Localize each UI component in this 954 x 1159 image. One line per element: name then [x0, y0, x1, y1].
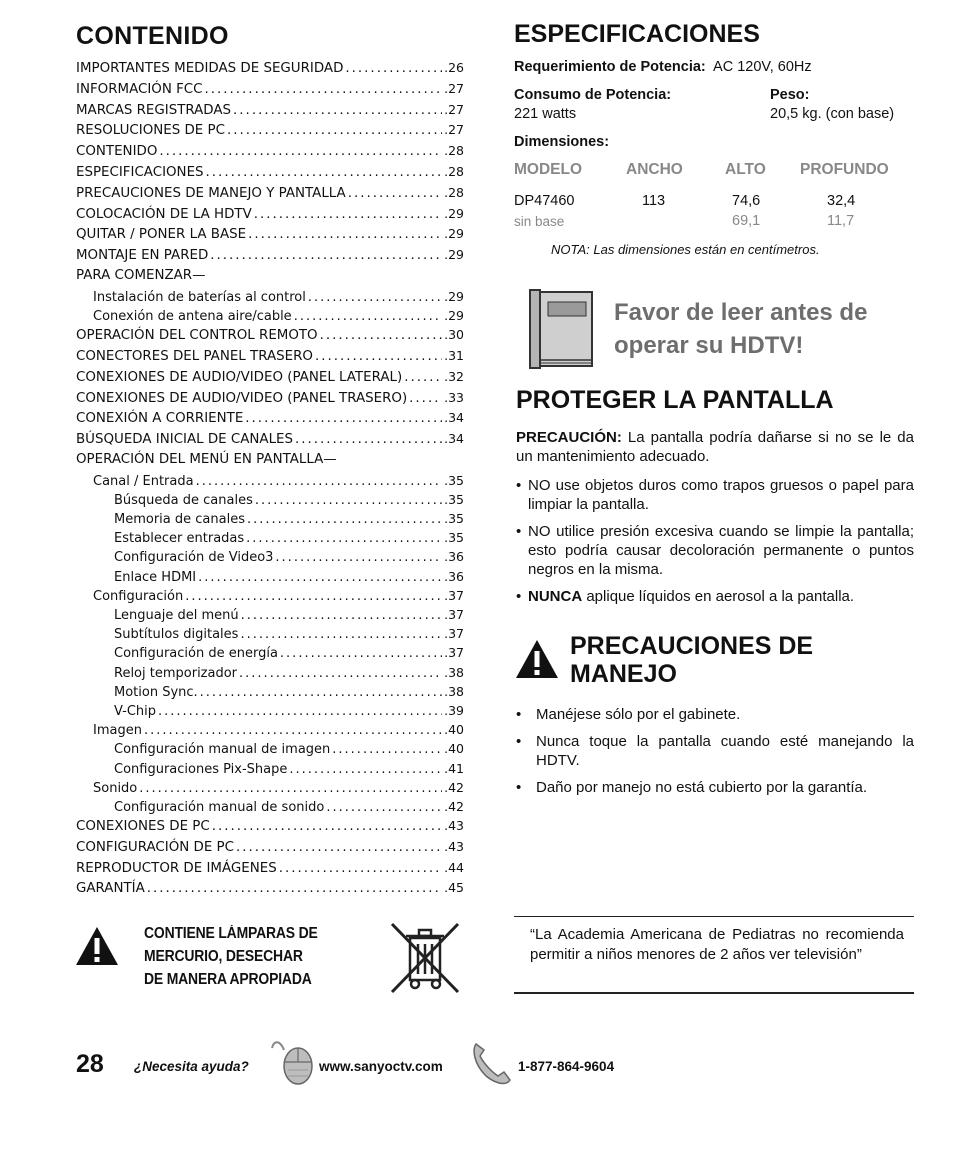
- cell-depth: 32,4: [827, 193, 856, 209]
- page-number: 28: [76, 1050, 104, 1078]
- warning-icon: [514, 638, 560, 680]
- consumption-value: 221 watts: [514, 106, 577, 122]
- mercury-line1: CONTIENE LÁMPARAS DE: [144, 925, 318, 942]
- toc-leader-dots: [248, 225, 442, 246]
- toc-entry-page: .34: [444, 431, 464, 447]
- toc-entry-page: .29: [444, 226, 464, 242]
- toc-title: CONTENIDO: [76, 22, 229, 50]
- toc-entry: [76, 58, 464, 79]
- toc-leader-dots: [139, 779, 442, 798]
- toc-entry: [76, 878, 464, 899]
- toc-entry-title: PRECAUCIONES DE MANEJO Y PANTALLA: [76, 185, 346, 201]
- note-prefix: NOTA: [551, 242, 587, 257]
- toc-entry-page: .38: [444, 683, 464, 699]
- toc-entry-title: Subtítulos digitales: [114, 627, 239, 643]
- toc-entry-page: .35: [444, 472, 464, 488]
- toc-leader-dots: [147, 879, 442, 900]
- toc-entry-page: .34: [444, 410, 464, 426]
- toc-leader-dots: [212, 817, 442, 838]
- toc-leader-dots: [233, 101, 442, 122]
- toc-entry: [76, 183, 464, 204]
- toc-leader-dots: [308, 288, 442, 307]
- toc-leader-dots: [158, 702, 442, 721]
- toc-entry-title: Configuración de energía: [114, 646, 278, 662]
- toc-entry-title: Reloj temporizador: [114, 665, 238, 681]
- bullet-dot: •: [516, 523, 522, 540]
- handling-title: [570, 632, 813, 688]
- handling-bullet-1: [516, 705, 914, 724]
- toc-leader-dots: [254, 205, 442, 226]
- precaution-text: La pantalla podría dañarse si no se le da un mantenimiento adecuado.: [516, 429, 914, 465]
- toc-leader-dots: [196, 472, 443, 491]
- bullet-text: Manéjese sólo por el gabinete.: [536, 706, 741, 723]
- cell-no-base: sin base: [514, 214, 565, 229]
- toc-entry-title: Búsqueda de canales: [114, 492, 253, 508]
- toc-entry-page: .37: [444, 587, 464, 603]
- toc-entry-title: Configuración de Video3: [114, 550, 274, 566]
- toc-entry-title: Configuración manual de sonido: [114, 799, 325, 815]
- toc-entry-title: Configuraciones Pix-Shape: [114, 761, 288, 777]
- toc-entry-page: .43: [444, 838, 464, 854]
- toc-entry-page: .29: [444, 288, 464, 304]
- toc-entry-title: OPERACIÓN DEL MENÚ EN PANTALLA—: [76, 451, 337, 467]
- toc-entry-title: PARA COMENZAR—: [76, 267, 206, 283]
- toc-leader-dots: [404, 368, 442, 389]
- toc-entry: [76, 346, 464, 367]
- toc-entry: [76, 682, 464, 701]
- toc-entry: [76, 490, 464, 509]
- col-header-depth: PROFUNDO: [800, 161, 889, 178]
- power-req-label: Requerimiento de Potencia:: [514, 59, 706, 75]
- toc-entry: [76, 162, 464, 183]
- toc-leader-dots: [280, 644, 442, 663]
- precaution-label: PRECAUCIÓN:: [516, 429, 622, 446]
- toc-leader-dots: [206, 163, 443, 184]
- pediatrics-quote: “La Academia Americana de Pediatras no recomienda permitir a niños menores de 2 años ver televisión”: [530, 926, 904, 963]
- toc-entry-title: V-Chip: [114, 703, 157, 719]
- toc-entry-page: .36: [444, 568, 464, 584]
- toc-entry-page: .45: [444, 880, 464, 896]
- toc-entry-page: .26: [444, 60, 464, 75]
- toc-entry-title: MONTAJE EN PARED: [76, 248, 209, 264]
- precaution-paragraph: [516, 428, 914, 466]
- toc-entry-title: BÚSQUEDA INICIAL DE CANALES: [76, 432, 294, 448]
- consumption-label: Consumo de Potencia:: [514, 87, 672, 103]
- toc-entry-title: Sonido: [93, 780, 138, 796]
- toc-entry: [76, 325, 464, 346]
- toc-leader-dots: [159, 142, 442, 163]
- toc-entry: [76, 204, 464, 225]
- toc-leader-dots: [185, 587, 442, 606]
- toc-leader-dots: [239, 664, 442, 683]
- toc-leader-dots: [198, 568, 442, 587]
- toc-leader-dots: [294, 307, 442, 326]
- toc-entry-page: .36: [444, 549, 464, 565]
- bullet-dot: •: [516, 779, 522, 796]
- toc-leader-dots: [332, 740, 442, 759]
- toc-entry-page: .28: [444, 143, 464, 159]
- toc-entry-page: .35: [444, 511, 464, 527]
- toc-entry-title: Enlace HDMI: [114, 569, 197, 585]
- bullet-text: NO utilice presión excesiva cuando se limpie la pantalla; esto podría causar decoloración permanente o puntos negros en la misma.: [528, 523, 914, 578]
- toc-leader-dots: [275, 548, 442, 567]
- toc-entry: [76, 701, 464, 720]
- toc-leader-dots: [241, 606, 443, 625]
- toc-entry-title: CONEXIONES DE AUDIO/VIDEO (PANEL LATERAL): [76, 369, 403, 385]
- toc-leader-dots: [240, 625, 442, 644]
- warning-icon: [74, 925, 120, 967]
- toc-entry-page: .37: [444, 645, 464, 661]
- toc-entry-page: .29: [444, 307, 464, 323]
- bullet-dot: •: [516, 477, 522, 494]
- toc-entry-title: CONEXIONES DE PC: [76, 819, 210, 835]
- power-req-value: AC 120V, 60Hz: [713, 59, 812, 75]
- bullet-text: Daño por manejo no está cubierto por la garantía.: [536, 779, 868, 796]
- toc-entry-title: GARANTÍA: [76, 881, 145, 897]
- weight-value: 20,5 kg. (con base): [770, 106, 895, 122]
- toc-entry: [76, 471, 464, 490]
- toc-entry-title: COLOCACIÓN DE LA HDTV: [76, 206, 252, 222]
- toc-entry-title: CONEXIÓN A CORRIENTE: [76, 411, 244, 427]
- toc-entry-title: CONEXIONES DE AUDIO/VIDEO (PANEL TRASERO): [76, 390, 408, 406]
- toc-entry: [76, 759, 464, 778]
- bullet-text: Nunca toque la pantalla cuando esté manejando la HDTV.: [536, 733, 914, 769]
- toc-leader-dots: [348, 184, 442, 205]
- handling-title-line2: MANEJO: [570, 660, 677, 688]
- toc-entry: [76, 509, 464, 528]
- dimensions-note: [551, 242, 820, 257]
- toc-leader-dots: [200, 683, 442, 702]
- toc-entry-title: QUITAR / PONER LA BASE: [76, 227, 247, 243]
- power-requirement: [514, 59, 812, 75]
- toc-entry-title: REPRODUCTOR DE IMÁGENES: [76, 860, 277, 876]
- toc-entry-title: Conexión de antena aire/cable: [93, 308, 292, 324]
- toc-leader-dots: [236, 838, 442, 859]
- toc-leader-dots: [246, 529, 442, 548]
- phone-icon: [470, 1040, 514, 1086]
- toc-leader-dots: [255, 491, 442, 510]
- cell-height: 74,6: [732, 193, 761, 209]
- toc-entry: [76, 837, 464, 858]
- specs-title: ESPECIFICACIONES: [514, 20, 760, 48]
- toc-leader-dots: [345, 59, 442, 80]
- toc-entry-title: INFORMACIÓN FCC: [76, 81, 203, 97]
- toc-entry: [76, 797, 464, 816]
- read-before-note: [614, 296, 867, 362]
- toc-entry-page: .32: [444, 368, 464, 384]
- toc-entry: [76, 100, 464, 121]
- toc-entry-title: CONECTORES DEL PANEL TRASERO: [76, 348, 313, 364]
- col-header-height: ALTO: [725, 161, 766, 178]
- toc-leader-dots: [144, 721, 442, 740]
- toc-entry: [76, 624, 464, 643]
- read-before-line2: operar su HDTV!: [614, 332, 804, 359]
- manual-book-icon: [528, 288, 596, 370]
- mercury-warning: [144, 922, 318, 991]
- toc-entry: [76, 528, 464, 547]
- toc-leader-dots: [210, 246, 442, 267]
- toc-leader-dots: [205, 80, 443, 101]
- protect-screen-title: PROTEGER LA PANTALLA: [516, 386, 834, 414]
- weight-label: Peso:: [770, 87, 810, 103]
- toc-entry-page: .43: [444, 818, 464, 834]
- phone-number: 1-877-864-9604: [518, 1059, 615, 1074]
- toc-entry: [76, 224, 464, 245]
- toc-entry: [76, 567, 464, 586]
- never-label: NUNCA: [528, 588, 583, 605]
- toc-entry-page: .37: [444, 626, 464, 642]
- bullet-text: aplique líquidos en aerosol a la pantalla.: [582, 588, 855, 605]
- toc-entry-page: .41: [444, 760, 464, 776]
- toc-leader-dots: [326, 798, 442, 817]
- toc-entry-page: .42: [444, 779, 464, 795]
- toc-entry: [76, 245, 464, 266]
- toc-entry-page: .30: [444, 327, 464, 343]
- website-link[interactable]: www.sanyoctv.com: [319, 1059, 443, 1074]
- dimensions-label: Dimensiones:: [514, 134, 610, 150]
- toc-entry-page: .27: [444, 101, 464, 117]
- toc-leader-dots: [320, 326, 443, 347]
- toc-entry-title: OPERACIÓN DEL CONTROL REMOTO: [76, 328, 318, 344]
- toc-entry-page: .38: [444, 664, 464, 680]
- toc-entry-title: CONFIGURACIÓN DE PC: [76, 839, 234, 855]
- toc-entry: [76, 388, 464, 409]
- toc-entry-page: .40: [444, 741, 464, 757]
- toc-entry: [76, 816, 464, 837]
- toc-entry-page: .29: [444, 205, 464, 221]
- table-of-contents: [76, 58, 464, 899]
- toc-entry-page: .27: [444, 80, 464, 96]
- toc-entry-title: Instalación de baterías al control: [93, 289, 306, 305]
- toc-entry: [76, 739, 464, 758]
- toc-entry: [76, 720, 464, 739]
- protect-bullet-2: [516, 522, 914, 579]
- help-text: ¿Necesita ayuda?: [134, 1059, 249, 1074]
- toc-entry-title: Establecer entradas: [114, 531, 245, 547]
- toc-entry-page: .33: [444, 389, 464, 405]
- toc-entry-title: Lenguaje del menú: [114, 608, 239, 624]
- cell-depth-no-base: 11,7: [827, 213, 855, 229]
- toc-entry: [76, 367, 464, 388]
- toc-entry: [76, 663, 464, 682]
- toc-leader-dots: [409, 389, 442, 410]
- read-before-line1: Favor de leer antes de: [614, 299, 868, 326]
- toc-entry-title: MARCAS REGISTRADAS: [76, 102, 232, 118]
- toc-leader-dots: [245, 409, 442, 430]
- mercury-line2: MERCURIO, DESECHAR: [144, 948, 303, 965]
- toc-entry: [76, 287, 464, 306]
- protect-bullet-3: [516, 587, 914, 606]
- toc-entry-title: IMPORTANTES MEDIDAS DE SEGURIDAD: [76, 61, 344, 76]
- crossed-out-bin-icon: [388, 920, 462, 996]
- mercury-line3: DE MANERA APROPIADA: [144, 971, 312, 988]
- cell-model: DP47460: [514, 193, 575, 209]
- cell-width: 113: [642, 193, 666, 209]
- toc-entry-page: .28: [444, 184, 464, 200]
- toc-entry-page: .42: [444, 798, 464, 814]
- toc-entry-page: .35: [444, 491, 464, 507]
- toc-entry-page: .31: [444, 347, 464, 363]
- toc-entry: [76, 306, 464, 325]
- handling-bullet-3: [516, 778, 914, 797]
- toc-entry-title: Canal / Entrada: [93, 473, 194, 489]
- toc-entry-page: .28: [444, 163, 464, 179]
- toc-entry: [76, 586, 464, 605]
- toc-entry-title: Configuración: [93, 588, 184, 604]
- toc-entry: [76, 858, 464, 879]
- col-header-model: MODELO: [514, 161, 583, 178]
- toc-entry-page: .37: [444, 607, 464, 623]
- toc-entry: [76, 778, 464, 797]
- toc-entry-title: Imagen: [93, 723, 142, 739]
- toc-leader-dots: [247, 510, 442, 529]
- toc-entry-page: .27: [444, 122, 464, 138]
- toc-entry-page: .35: [444, 530, 464, 546]
- bullet-dot: •: [516, 588, 522, 605]
- handling-title-line1: PRECAUCIONES DE: [570, 632, 814, 660]
- toc-entry-title: Memoria de canales: [114, 512, 245, 528]
- toc-entry-title: Motion Sync.: [114, 684, 198, 700]
- toc-entry-page: .29: [444, 247, 464, 263]
- toc-entry: [76, 141, 464, 162]
- mouse-icon: [270, 1036, 316, 1086]
- bullet-dot: •: [516, 733, 522, 750]
- toc-leader-dots: [279, 859, 442, 880]
- toc-entry: [76, 450, 464, 471]
- toc-entry-title: ESPECIFICACIONES: [76, 164, 204, 180]
- pediatrics-quote-box: [514, 916, 914, 994]
- toc-leader-dots: [295, 430, 442, 451]
- toc-entry: [76, 605, 464, 624]
- toc-entry-page: .44: [444, 859, 464, 875]
- handling-bullet-2: [516, 732, 914, 770]
- toc-entry: [76, 266, 464, 287]
- toc-entry: [76, 120, 464, 141]
- cell-height-no-base: 69,1: [732, 213, 761, 229]
- bullet-text: NO use objetos duros como trapos gruesos o papel para limpiar la pantalla.: [528, 477, 914, 513]
- toc-entry: [76, 643, 464, 662]
- toc-leader-dots: [227, 121, 442, 142]
- toc-entry-title: CONTENIDO: [76, 144, 158, 160]
- protect-bullet-1: [516, 476, 914, 514]
- toc-entry-page: .39: [444, 702, 464, 718]
- toc-entry-title: RESOLUCIONES DE PC: [76, 123, 225, 139]
- toc-leader-dots: [289, 760, 442, 779]
- col-header-width: ANCHO: [626, 161, 683, 178]
- bullet-dot: •: [516, 706, 522, 723]
- toc-entry: [76, 547, 464, 566]
- toc-entry: [76, 408, 464, 429]
- toc-entry: [76, 79, 464, 100]
- toc-entry: [76, 429, 464, 450]
- toc-entry-title: Configuración manual de imagen: [114, 742, 331, 758]
- note-text: : Las dimensiones están en centímetros.: [586, 242, 820, 257]
- toc-leader-dots: [315, 347, 442, 368]
- toc-entry-page: .40: [444, 722, 464, 738]
